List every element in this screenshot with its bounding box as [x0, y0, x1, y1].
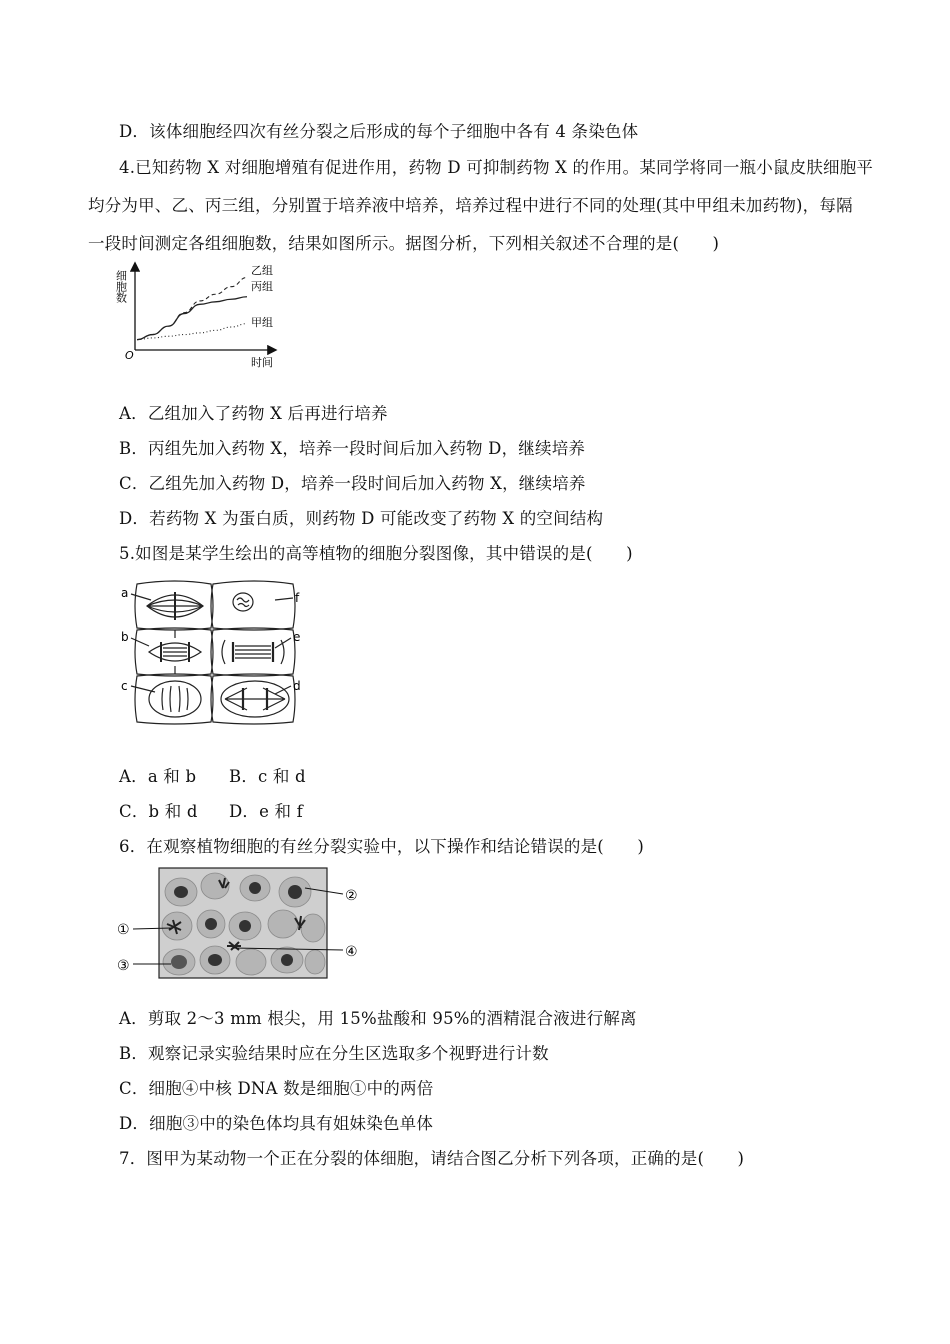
q6-option-c: C．细胞④中核 DNA 数是细胞①中的两倍 — [119, 1079, 434, 1098]
label-4: ④ — [345, 944, 358, 960]
q6-option-b: B．观察记录实验结果时应在分生区选取多个视野进行计数 — [119, 1044, 549, 1063]
label-d: d — [293, 679, 301, 693]
label-c: c — [121, 679, 128, 693]
q5-option-a: A．a 和 b — [119, 767, 197, 786]
label-e: e — [293, 630, 301, 644]
q5-stem: 5.如图是某学生绘出的高等植物的细胞分裂图像，其中错误的是( ) — [119, 544, 633, 563]
cell-f-wall — [211, 581, 295, 630]
q4-stem-line-3: 一段时间测定各组细胞数，结果如图所示。据图分析，下列相关叙述不合理的是( ) — [88, 234, 720, 253]
q4-option-c: C．乙组先加入药物 D，培养一段时间后加入药物 X，继续培养 — [119, 474, 586, 493]
label-f: f — [295, 591, 300, 605]
q4-stem-line-2: 均分为甲、乙、丙三组，分别置于培养液中培养，培养过程中进行不同的处理(其中甲组未加药物)，每隔 — [88, 196, 853, 215]
cell-e-wall — [211, 628, 295, 676]
label-3: ③ — [117, 958, 130, 974]
series-line-1 — [137, 297, 247, 340]
q4-option-d: D．若药物 X 为蛋白质，则药物 D 可能改变了药物 X 的空间结构 — [119, 509, 604, 528]
legend-yi: 乙组 — [251, 264, 273, 277]
label-b: b — [121, 630, 129, 644]
origin-label: O — [125, 349, 134, 362]
series-line-2 — [137, 324, 247, 340]
legend-bing: 丙组 — [251, 280, 273, 293]
cell-growth-chart — [115, 258, 295, 378]
q5-option-c: C．b 和 d — [119, 802, 198, 821]
root-tip-micrograph-figure — [115, 866, 365, 982]
plant-cell-division-figure — [115, 578, 305, 728]
q5-option-b: B．c 和 d — [229, 767, 306, 786]
x-axis-label: 时间 — [251, 356, 273, 369]
q6-option-d: D．细胞③中的染色体均具有姐妹染色单体 — [119, 1114, 434, 1133]
q4-stem-line-1: 4.已知药物 X 对细胞增殖有促进作用，药物 D 可抑制药物 X 的作用。某同学将同一瓶小鼠皮肤细胞平 — [119, 158, 874, 177]
q5-option-d: D．e 和 f — [229, 802, 303, 821]
q3-option-d: D．该体细胞经四次有丝分裂之后形成的每个子细胞中各有 4 条染色体 — [119, 122, 639, 141]
q4-option-b: B．丙组先加入药物 X，培养一段时间后加入药物 D，继续培养 — [119, 439, 586, 458]
label-a: a — [121, 586, 129, 600]
legend-jia: 甲组 — [251, 316, 273, 329]
q4-option-a: A．乙组加入了药物 X 后再进行培养 — [119, 404, 388, 423]
label-1: ① — [117, 922, 130, 938]
q6-stem: 6．在观察植物细胞的有丝分裂实验中，以下操作和结论错误的是( ) — [119, 837, 644, 856]
q6-option-a: A．剪取 2～3 mm 根尖，用 15%盐酸和 95%的酒精混合液进行解离 — [119, 1009, 637, 1028]
y-axis-label: 细胞数 — [115, 270, 128, 303]
label-2: ② — [345, 888, 358, 904]
q7-stem: 7．图甲为某动物一个正在分裂的体细胞，请结合图乙分析下列各项，正确的是( ) — [119, 1149, 745, 1168]
